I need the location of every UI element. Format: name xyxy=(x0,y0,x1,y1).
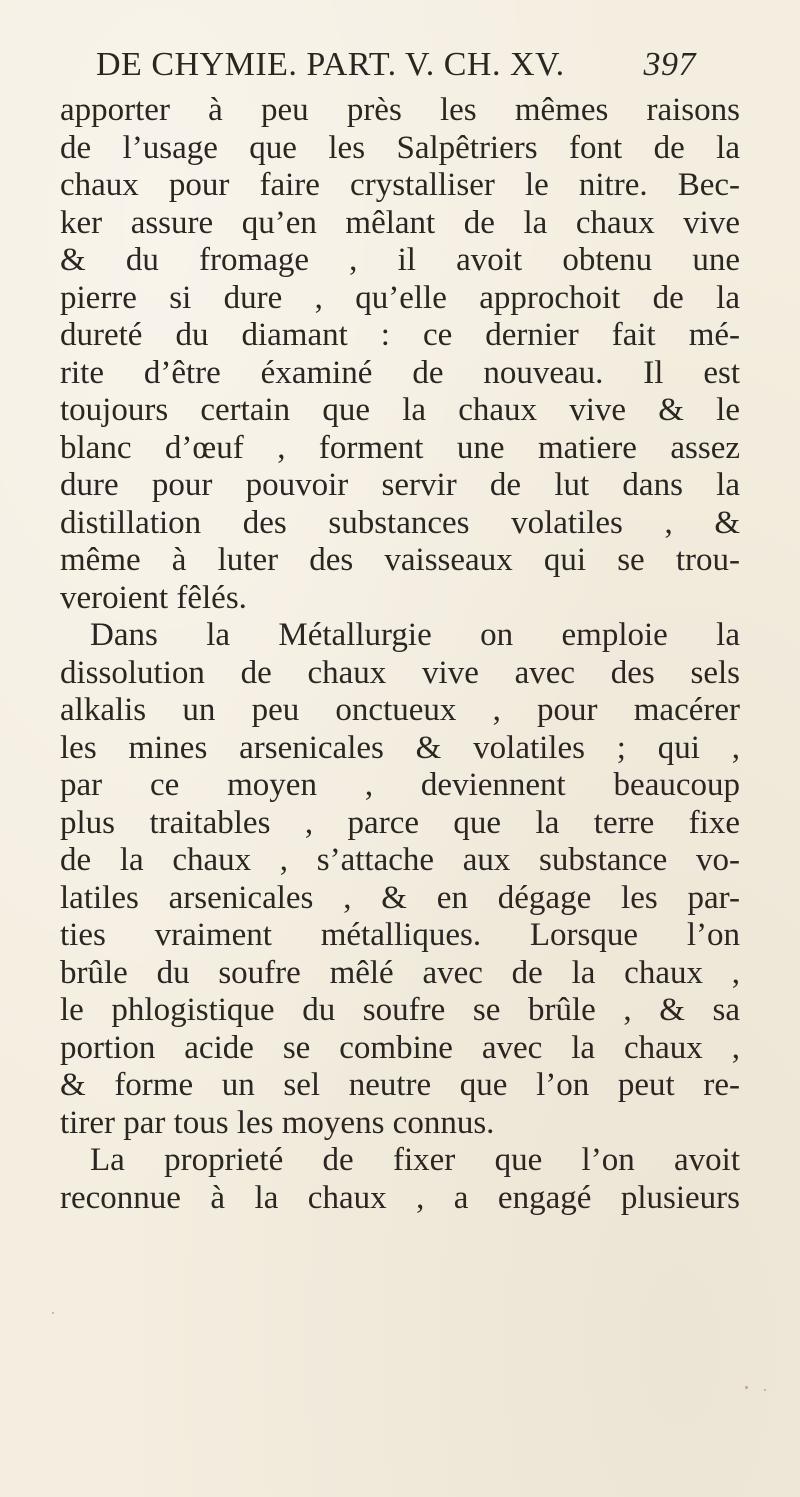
text-line: tirer par tous les moyens connus. xyxy=(60,1104,495,1141)
text-line: pierre si dure , qu’elle approchoit de la xyxy=(60,279,740,316)
text-line: plus traitables , parce que la terre fixe xyxy=(60,804,740,841)
text-line: & du fromage , il avoit obtenu une xyxy=(60,242,740,278)
text-line: chaux pour faire crystalliser le nitre. Bec- xyxy=(60,167,740,203)
text-line: brûle du soufre mêlé avec de la chaux , xyxy=(60,954,740,991)
text-line: toujours certain que la chaux vive & le xyxy=(60,392,740,428)
text-line: ties vraiment métalliques. Lorsque l’on xyxy=(60,917,740,953)
text-line: alkalis un peu onctueux , pour macérer xyxy=(60,692,740,728)
text-line: par ce moyen , deviennent beaucoup xyxy=(60,767,740,803)
body-text xyxy=(60,92,740,1217)
paper-speck xyxy=(745,1386,748,1389)
text-line: même à luter des vaisseaux qui se trou- xyxy=(60,542,740,578)
text-line: La proprieté de fixer que l’on avoit xyxy=(90,1142,740,1178)
text-line: distillation des substances volatiles , & xyxy=(60,504,740,541)
text-line: les mines arsenicales & volatiles ; qui , xyxy=(60,729,740,766)
text-line: portion acide se combine avec la chaux , xyxy=(60,1029,740,1066)
text-line: de la chaux , s’attache aux substance vo- xyxy=(60,842,740,878)
text-line: Dans la Métallurgie on emploie la xyxy=(90,617,740,653)
text-line: latiles arsenicales , & en dégage les par- xyxy=(60,879,740,916)
text-line: dure pour pouvoir servir de lut dans la xyxy=(60,467,740,503)
paper-speck xyxy=(52,1312,54,1314)
running-title: DE CHYMIE. PART. V. CH. XV. xyxy=(96,46,565,83)
text-line: le phlogistique du soufre se brûle , & sa xyxy=(60,992,740,1028)
text-line: reconnue à la chaux , a engagé plusieurs xyxy=(60,1179,740,1216)
paper-speck xyxy=(764,1389,766,1391)
text-line: ker assure qu’en mêlant de la chaux vive xyxy=(60,204,740,241)
text-line: dureté du diamant : ce dernier fait mé- xyxy=(60,317,740,353)
text-line: rite d’être éxaminé de nouveau. Il est xyxy=(60,354,740,391)
text-line: & forme un sel neutre que l’on peut re- xyxy=(60,1067,740,1103)
text-line: veroient fêlés. xyxy=(60,579,247,616)
text-line: de l’usage que les Salpêtriers font de la xyxy=(60,129,740,166)
page-number: 397 xyxy=(643,46,696,83)
page-header xyxy=(96,46,696,96)
text-line: apporter à peu près les mêmes raisons xyxy=(60,92,740,128)
text-line: dissolution de chaux vive avec des sels xyxy=(60,654,740,691)
text-line: blanc d’œuf , forment une matiere assez xyxy=(60,429,740,466)
